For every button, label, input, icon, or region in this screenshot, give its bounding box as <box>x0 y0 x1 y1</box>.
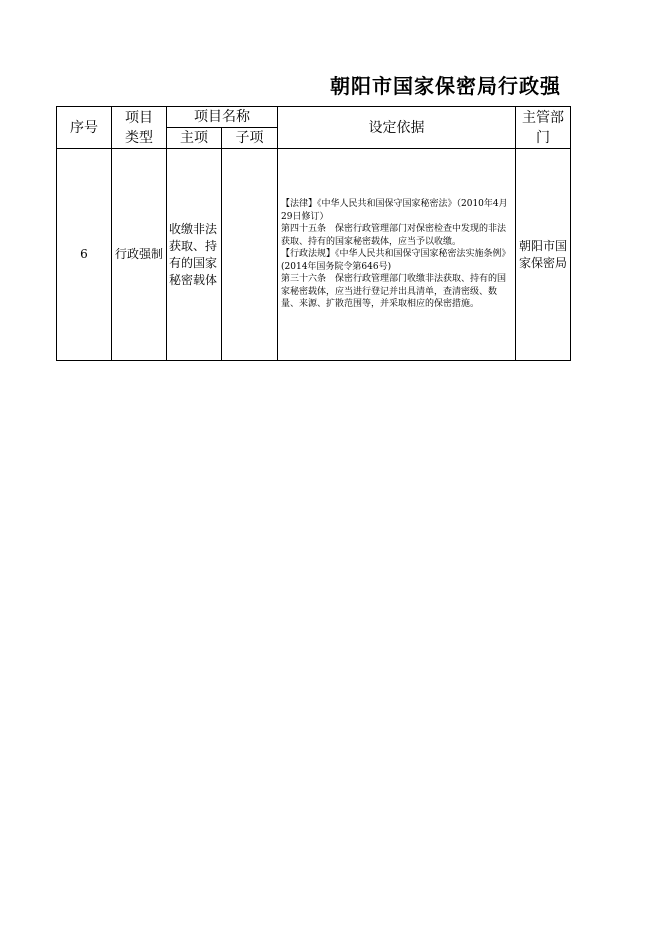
header-dept: 主管部门 <box>516 107 571 149</box>
cell-main: 收缴非法获取、持有的国家秘密载体 <box>167 149 222 361</box>
header-name: 项目名称 <box>167 107 278 128</box>
basis-regulation-title: 【行政法规】《中华人民共和国保守国家秘密法实施条例》(2014年国务院令第646号) <box>281 249 511 272</box>
cell-dept: 朝阳市国家保密局 <box>516 149 571 361</box>
header-main: 主项 <box>167 128 222 149</box>
cell-sub <box>222 149 278 361</box>
header-basis: 设定依据 <box>278 107 516 149</box>
header-type: 项目类型 <box>112 107 167 149</box>
enforcement-table <box>56 106 571 361</box>
cell-basis <box>278 149 516 361</box>
table-row <box>57 149 571 361</box>
basis-law-article: 第四十五条 保密行政管理部门对保密检查中发现的非法获取、持有的国家秘密载体，应当予以收缴。 <box>281 224 507 247</box>
cell-seq: 6 <box>57 149 112 361</box>
cell-type: 行政强制 <box>112 149 167 361</box>
basis-regulation-article: 第三十六条 保密行政管理部门收缴非法获取、持有的国家秘密载体，应当进行登记并出具清单，查清密级、数量、来源、扩散范围等，并采取相应的保密措施。 <box>281 274 507 310</box>
header-sub: 子项 <box>222 128 278 149</box>
basis-law-title: 【法律】《中华人民共和国保守国家秘密法》（2010年4月29日修订） <box>281 199 508 222</box>
header-seq: 序号 <box>57 107 112 149</box>
page-title: 朝阳市国家保密局行政强 <box>330 74 561 98</box>
